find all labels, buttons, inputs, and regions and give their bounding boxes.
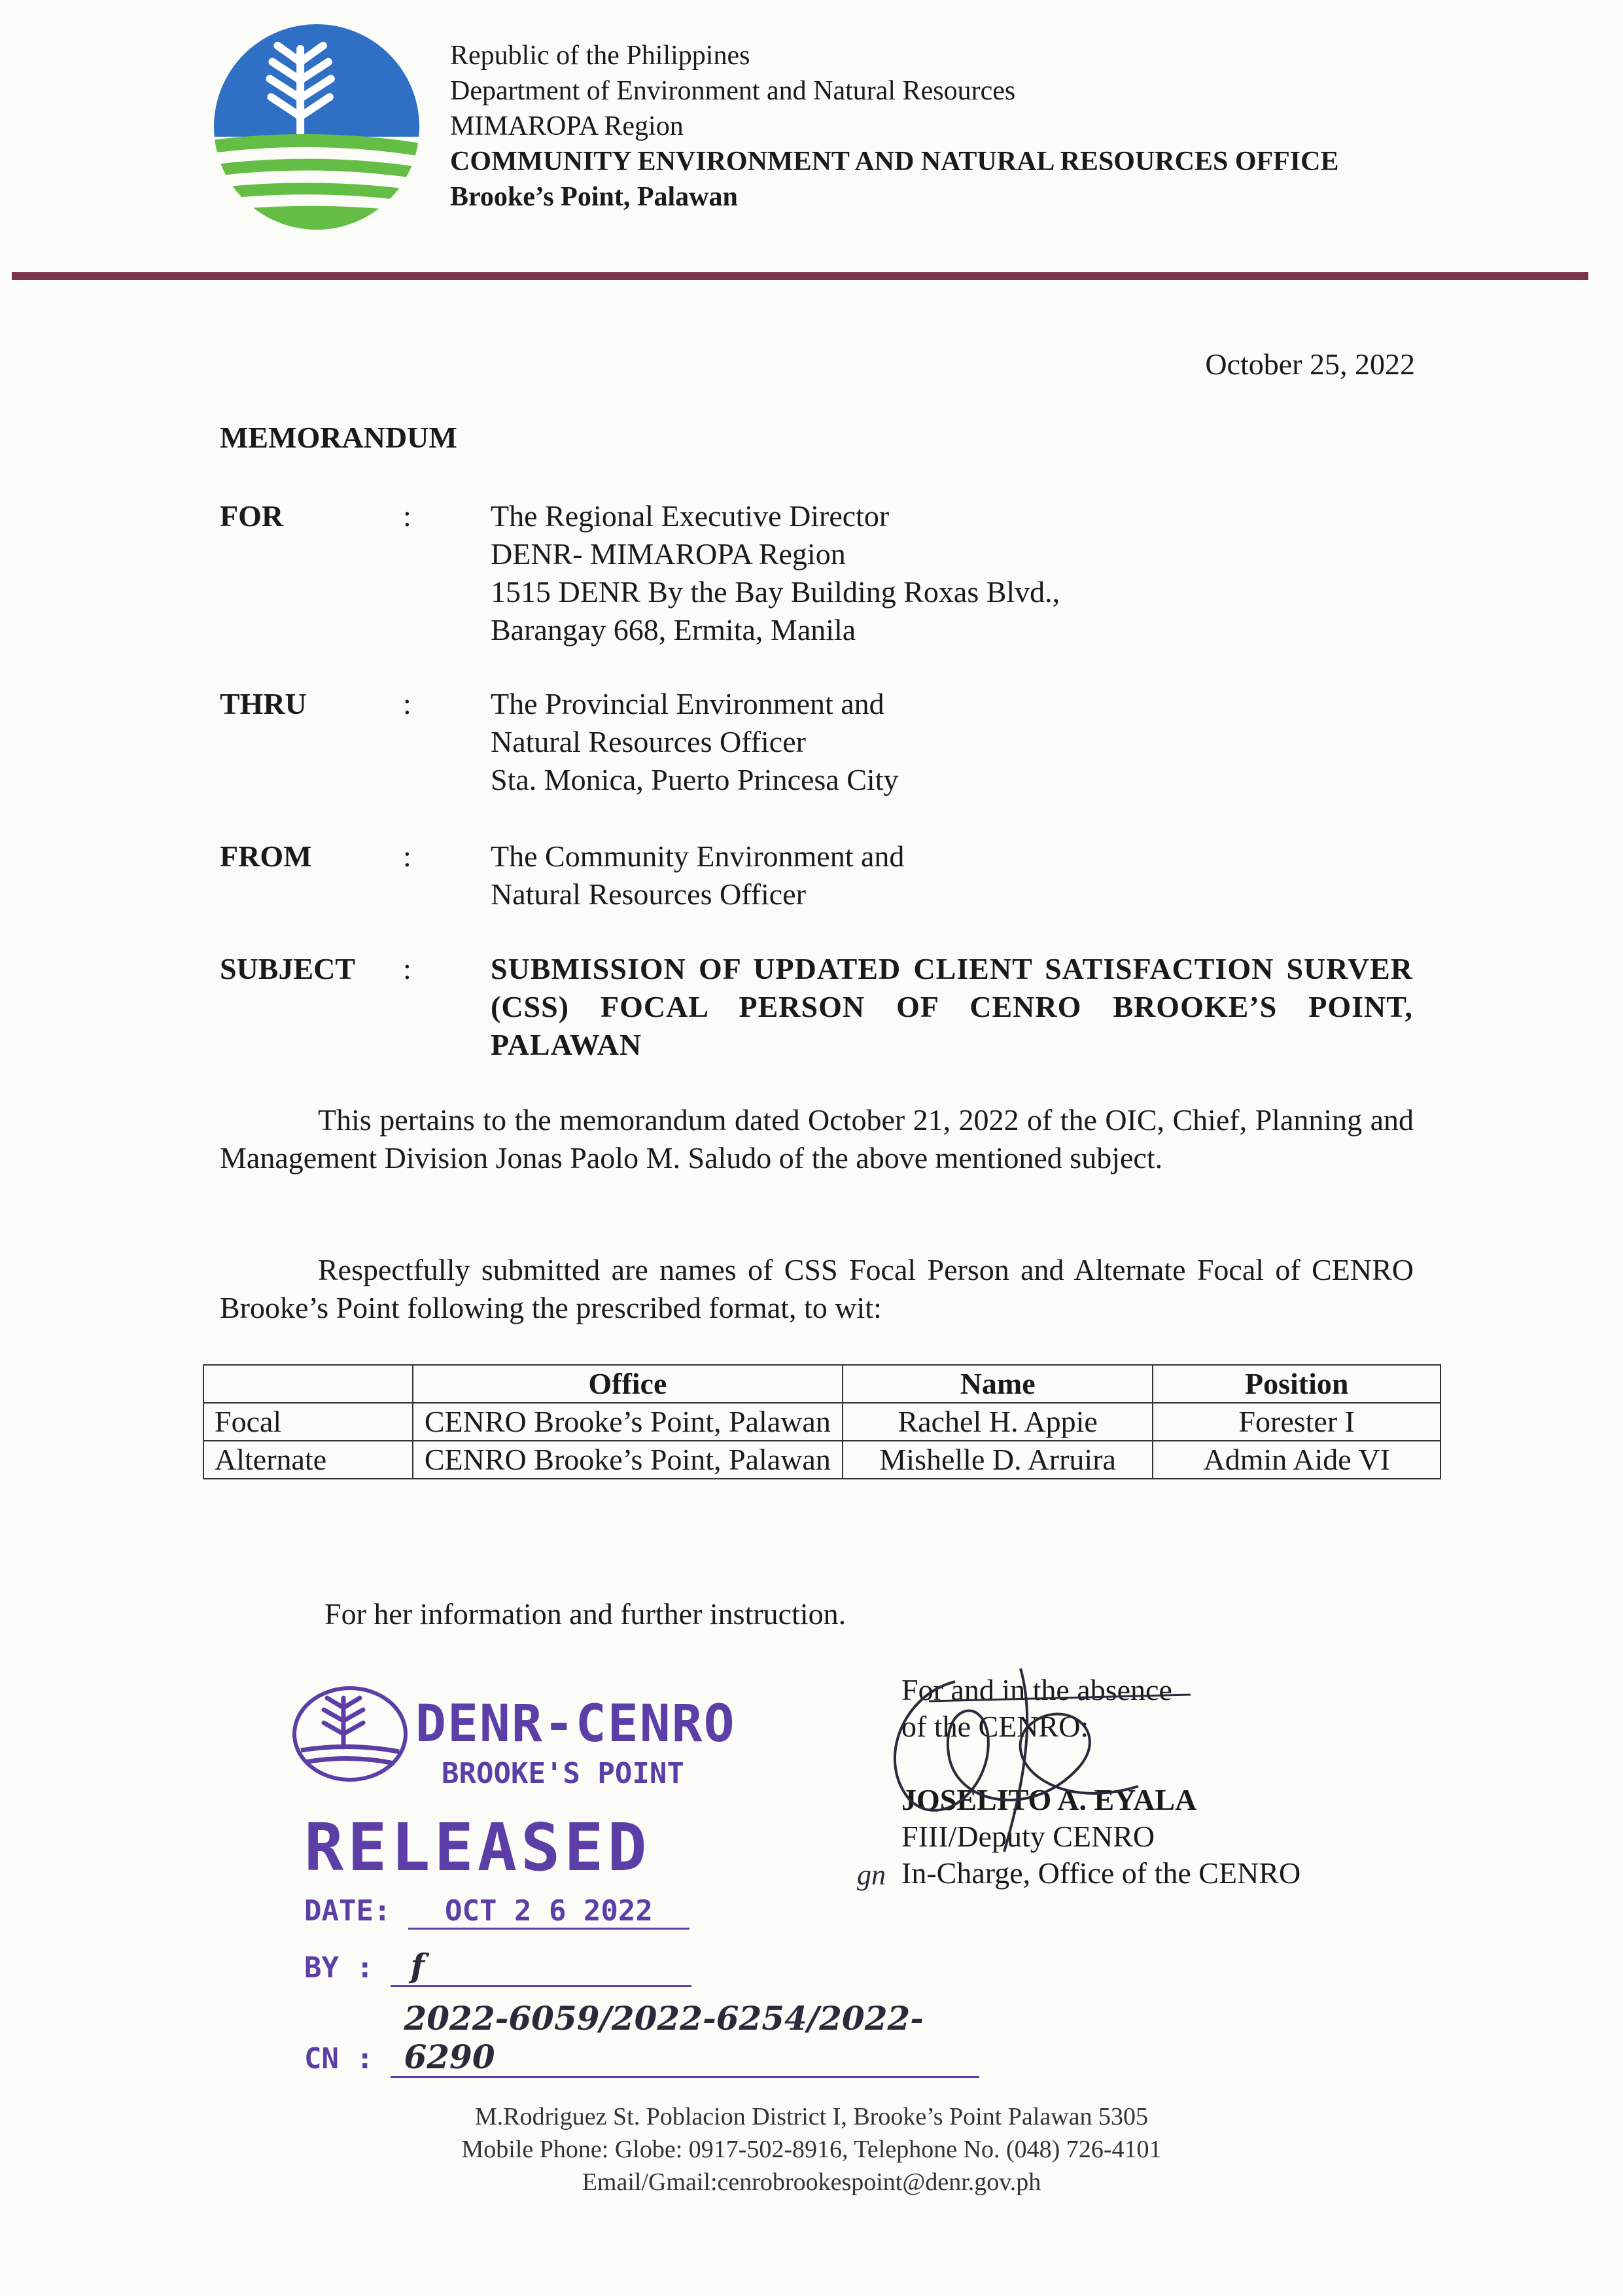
from-row xyxy=(220,838,1414,916)
thru-value xyxy=(491,685,1413,799)
for-colon: : xyxy=(403,499,411,533)
for-label: FOR xyxy=(220,499,284,533)
letterhead-location: Brooke’s Point, Palawan xyxy=(450,182,738,212)
thru-line: The Provincial Environment and xyxy=(491,687,884,720)
stamp-location: BROOKE'S POINT xyxy=(442,1757,684,1790)
table-cell-role: Alternate xyxy=(203,1441,413,1479)
table-header-name: Name xyxy=(843,1365,1153,1403)
from-line: Natural Resources Officer xyxy=(491,877,806,911)
closing-line: For her information and further instruction. xyxy=(324,1597,846,1631)
released-stamp xyxy=(291,1682,1024,2076)
footer-email: Email/Gmail:cenrobrookespoint@denr.gov.ph xyxy=(582,2168,1041,2196)
stamp-date-field xyxy=(304,1894,689,1930)
table-cell-position: Admin Aide VI xyxy=(1153,1441,1440,1479)
signature-initial: gn xyxy=(857,1859,886,1891)
table-header-row xyxy=(203,1365,1440,1403)
footer-address: M.Rodriguez St. Poblacion District I, Brooke’s Point Palawan 5305 xyxy=(474,2103,1149,2130)
table-row xyxy=(203,1441,1440,1479)
from-line: The Community Environment and xyxy=(491,839,905,873)
thru-line: Natural Resources Officer xyxy=(491,725,806,758)
body-paragraph-1: This pertains to the memorandum dated October 21, 2022 of the OIC, Chief, Planning and Management Division Jonas Paolo M. Saludo of the above mentioned subject. xyxy=(220,1103,1414,1174)
subject-label: SUBJECT xyxy=(220,952,356,985)
denr-logo xyxy=(213,23,421,231)
table-header-office: Office xyxy=(413,1365,843,1403)
for-line: Barangay 668, Ermita, Manila xyxy=(491,613,856,646)
focal-person-table xyxy=(203,1364,1441,1479)
table-cell-position: Forester I xyxy=(1153,1403,1440,1441)
thru-label: THRU xyxy=(220,687,307,720)
table-cell-office: CENRO Brooke’s Point, Palawan xyxy=(413,1403,843,1441)
stamp-cn-field xyxy=(304,1999,979,2078)
signatory-title-1: FIII/Deputy CENRO xyxy=(901,1820,1155,1853)
stamp-office: DENR-CENRO xyxy=(415,1695,736,1754)
footer-phone: Mobile Phone: Globe: 0917-502-8916, Telephone No. (048) 726-4101 xyxy=(461,2136,1162,2163)
signatory-title-2: In-Charge, Office of the CENRO xyxy=(901,1856,1301,1890)
table-header-position: Position xyxy=(1153,1365,1440,1403)
for-line: 1515 DENR By the Bay Building Roxas Blvd., xyxy=(491,575,1060,609)
stamp-by-value: f xyxy=(391,1947,691,1987)
header-divider xyxy=(12,272,1588,280)
stamp-date-value: OCT 2 6 2022 xyxy=(408,1894,689,1930)
thru-line: Sta. Monica, Puerto Princesa City xyxy=(491,763,899,796)
memo-date: October 25, 2022 xyxy=(1205,347,1415,381)
subject-text: SUBMISSION OF UPDATED CLIENT SATISFACTION SURVER (CSS) FOCAL PERSON OF CENRO BROOKE’S POINT, PALAWAN xyxy=(491,952,1413,1061)
subject-colon: : xyxy=(403,952,411,985)
memo-title: MEMORANDUM xyxy=(220,421,457,454)
letterhead xyxy=(450,38,1339,215)
letterhead-line-3: MIMAROPA Region xyxy=(450,111,684,141)
table-cell-name: Mishelle D. Arruira xyxy=(843,1441,1153,1479)
footer xyxy=(0,2100,1623,2199)
for-row xyxy=(220,497,1414,654)
stamp-cn-label: CN : xyxy=(304,2042,374,2075)
stamp-by-field xyxy=(304,1947,691,1987)
signature-line-1: For and in the absence xyxy=(901,1673,1172,1706)
thru-colon: : xyxy=(403,687,411,720)
from-label: FROM xyxy=(220,839,312,873)
letterhead-office: COMMUNITY ENVIRONMENT AND NATURAL RESOURCES OFFICE xyxy=(450,147,1339,177)
for-line: DENR- MIMAROPA Region xyxy=(491,537,846,571)
table-row xyxy=(203,1403,1440,1441)
from-value xyxy=(491,838,1413,913)
letterhead-line-1: Republic of the Philippines xyxy=(450,41,750,71)
for-value xyxy=(491,497,1413,649)
from-colon: : xyxy=(403,839,411,873)
stamp-status: RELEASED xyxy=(304,1809,651,1886)
signature-line-2: of the CENRO: xyxy=(901,1710,1089,1743)
stamp-date-label: DATE: xyxy=(304,1894,391,1928)
stamp-by-label: BY : xyxy=(304,1951,374,1985)
subject-row xyxy=(220,950,1414,1068)
thru-row xyxy=(220,685,1414,803)
for-line: The Regional Executive Director xyxy=(491,499,890,533)
table-cell-name: Rachel H. Appie xyxy=(843,1403,1153,1441)
table-header-blank xyxy=(203,1365,413,1403)
stamp-cn-value: 2022-6059/2022-6254/2022-6290 xyxy=(391,1999,979,2078)
table-cell-office: CENRO Brooke’s Point, Palawan xyxy=(413,1441,843,1479)
body-paragraph-2: Respectfully submitted are names of CSS Focal Person and Alternate Focal of CENRO Brooke’s Point following the prescribed format, to wit: xyxy=(220,1253,1414,1324)
table-cell-role: Focal xyxy=(203,1403,413,1441)
stamp-logo-icon xyxy=(291,1685,409,1783)
signatory-name: JOSELITO A. EYALA xyxy=(901,1783,1197,1816)
letterhead-line-2: Department of Environment and Natural Resources xyxy=(450,76,1016,106)
